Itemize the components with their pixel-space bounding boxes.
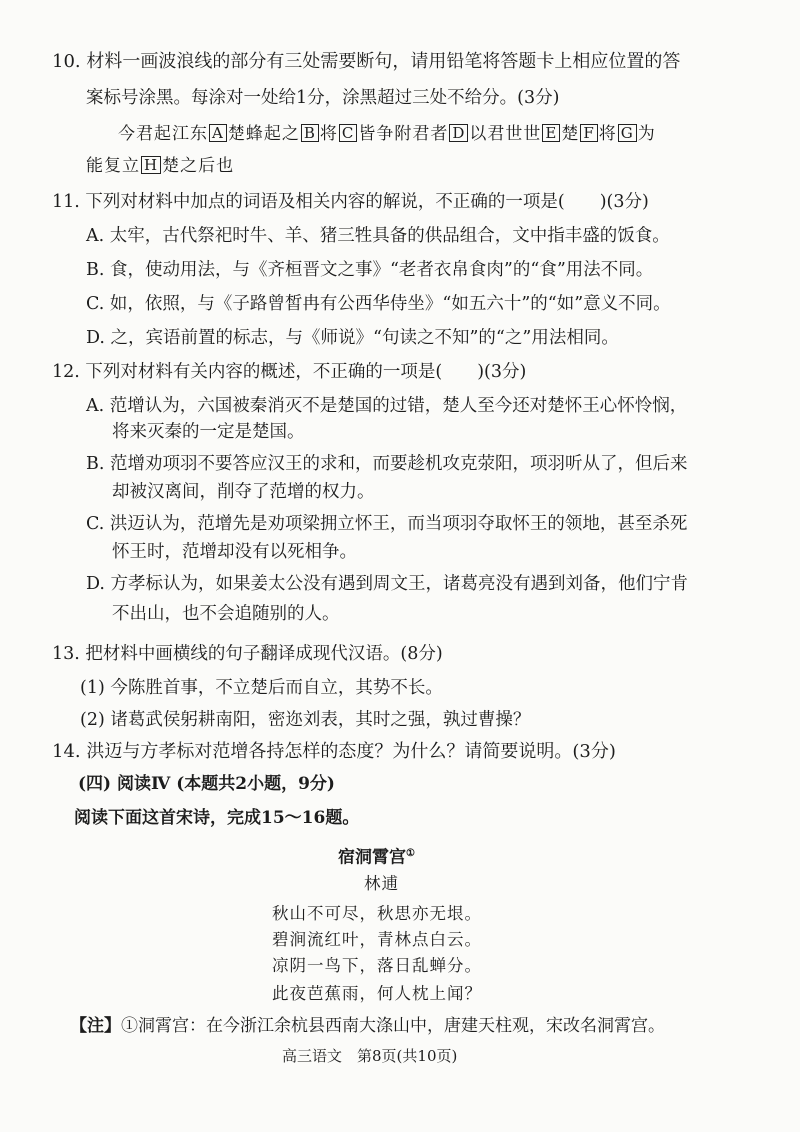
passage-seg: 为 xyxy=(637,124,656,144)
note-label: 【注】 xyxy=(70,1016,121,1036)
answer-box-d: D xyxy=(449,124,468,142)
poem-line-4: 此夜芭蕉雨，何人枕上闻？ xyxy=(272,984,482,1003)
q11-option-a: A. 太牢，古代祭祀时牛、羊、猪三牲具备的供品组合，文中指丰盛的饭食。 xyxy=(86,226,670,246)
q12-option-d-line2: 不出山，也不会追随别的人。 xyxy=(112,604,340,624)
poem-title xyxy=(338,842,415,870)
poem-line-2: 碧涧流红叶，青林点白云。 xyxy=(272,930,482,949)
answer-box-f: F xyxy=(580,124,597,142)
passage-seg: 将 xyxy=(319,124,338,144)
passage-seg: 楚蜂起之 xyxy=(227,124,300,144)
q12-option-b-line2: 却被汉离间，削夺了范增的权力。 xyxy=(112,482,375,502)
q12-option-c-line2: 怀王时，范增却没有以死相争。 xyxy=(112,542,357,562)
section-instruction: 阅读下面这首宋诗，完成15～16题。 xyxy=(74,808,360,828)
passage-seg: 楚之后也 xyxy=(162,156,235,176)
passage-seg: 将 xyxy=(598,124,617,144)
q12-option-a-line1: A. 范增认为，六国被秦消灭不是楚国的过错，楚人至今还对楚怀王心怀怜悯， xyxy=(86,396,688,416)
q11-option-c: C. 如，依照，与《子路曾皙冉有公西华侍坐》“如五六十”的“如”意义不同。 xyxy=(86,294,671,314)
q12-option-c-line1: C. 洪迈认为，范增先是劝项梁拥立怀王，而当项羽夺取怀王的领地，甚至杀死 xyxy=(86,514,688,534)
answer-box-g: G xyxy=(618,124,637,142)
q11-option-d: D. 之，宾语前置的标志，与《师说》“句读之不知”的“之”用法相同。 xyxy=(86,328,619,348)
q12-option-d-line1: D. 方孝标认为，如果姜太公没有遇到周文王，诸葛亮没有遇到刘备，他们宁肯 xyxy=(86,574,689,594)
q13-stem: 13. 把材料中画横线的句子翻译成现代汉语。(8分) xyxy=(52,644,443,664)
q12-option-b-line1: B. 范增劝项羽不要答应汉王的求和，而要趁机攻克荥阳，项羽听从了，但后来 xyxy=(86,454,688,474)
q13-item-2: (2) 诸葛武侯躬耕南阳，密迩刘表，其时之强，孰过曹操？ xyxy=(80,710,531,730)
poem-line-3: 凉阴一鸟下，落日乱蝉分。 xyxy=(272,956,482,975)
poem-note xyxy=(70,1014,665,1038)
q11-option-b: B. 食，使动用法，与《齐桓晋文之事》“老者衣帛食肉”的“食”用法不同。 xyxy=(86,260,654,280)
poem-title-text: 宿洞霄宫 xyxy=(338,847,406,868)
passage-seg: 今君起江东 xyxy=(118,124,208,144)
answer-box-h: H xyxy=(141,156,161,174)
section-heading: (四) 阅读Ⅳ (本题共2小题，9分) xyxy=(78,774,335,794)
q13-item-1: (1) 今陈胜首事，不立楚后而自立，其势不长。 xyxy=(80,678,443,698)
q10-passage-line2 xyxy=(86,154,234,178)
q12-stem: 12. 下列对材料有关内容的概述，不正确的一项是( )(3分) xyxy=(52,362,527,382)
passage-seg: 能复立 xyxy=(86,156,140,176)
answer-box-e: E xyxy=(542,124,560,142)
passage-seg: 以君世世 xyxy=(469,124,542,144)
q11-stem: 11. 下列对材料中加点的词语及相关内容的解说，不正确的一项是( )(3分) xyxy=(52,192,649,212)
passage-seg: 楚 xyxy=(561,124,580,144)
q10-line1: 10. 材料一画波浪线的部分有三处需要断句，请用铅笔将答题卡上相应位置的答 xyxy=(52,51,681,72)
answer-box-c: C xyxy=(339,124,357,142)
poem-title-note-mark: ① xyxy=(406,848,415,859)
poem-author: 林逋 xyxy=(364,874,399,893)
q10-passage-line1 xyxy=(118,122,656,146)
note-text: ①洞霄宫：在今浙江余杭县西南大涤山中，唐建天柱观，宋改名洞霄宫。 xyxy=(121,1016,665,1036)
poem-line-1: 秋山不可尽，秋思亦无垠。 xyxy=(272,904,482,923)
q12-option-a-line2: 将来灭秦的一定是楚国。 xyxy=(112,422,305,442)
q14-stem: 14. 洪迈与方孝标对范增各持怎样的态度？为什么？请简要说明。(3分) xyxy=(52,741,616,762)
passage-seg: 皆争附君者 xyxy=(358,124,449,144)
answer-box-a: A xyxy=(209,124,227,142)
q10-line2: 案标号涂黑。每涂对一处给1分，涂黑超过三处不给分。(3分) xyxy=(86,88,560,108)
answer-box-b: B xyxy=(301,124,319,142)
page-footer: 高三语文 第8页(共10页) xyxy=(282,1047,458,1065)
